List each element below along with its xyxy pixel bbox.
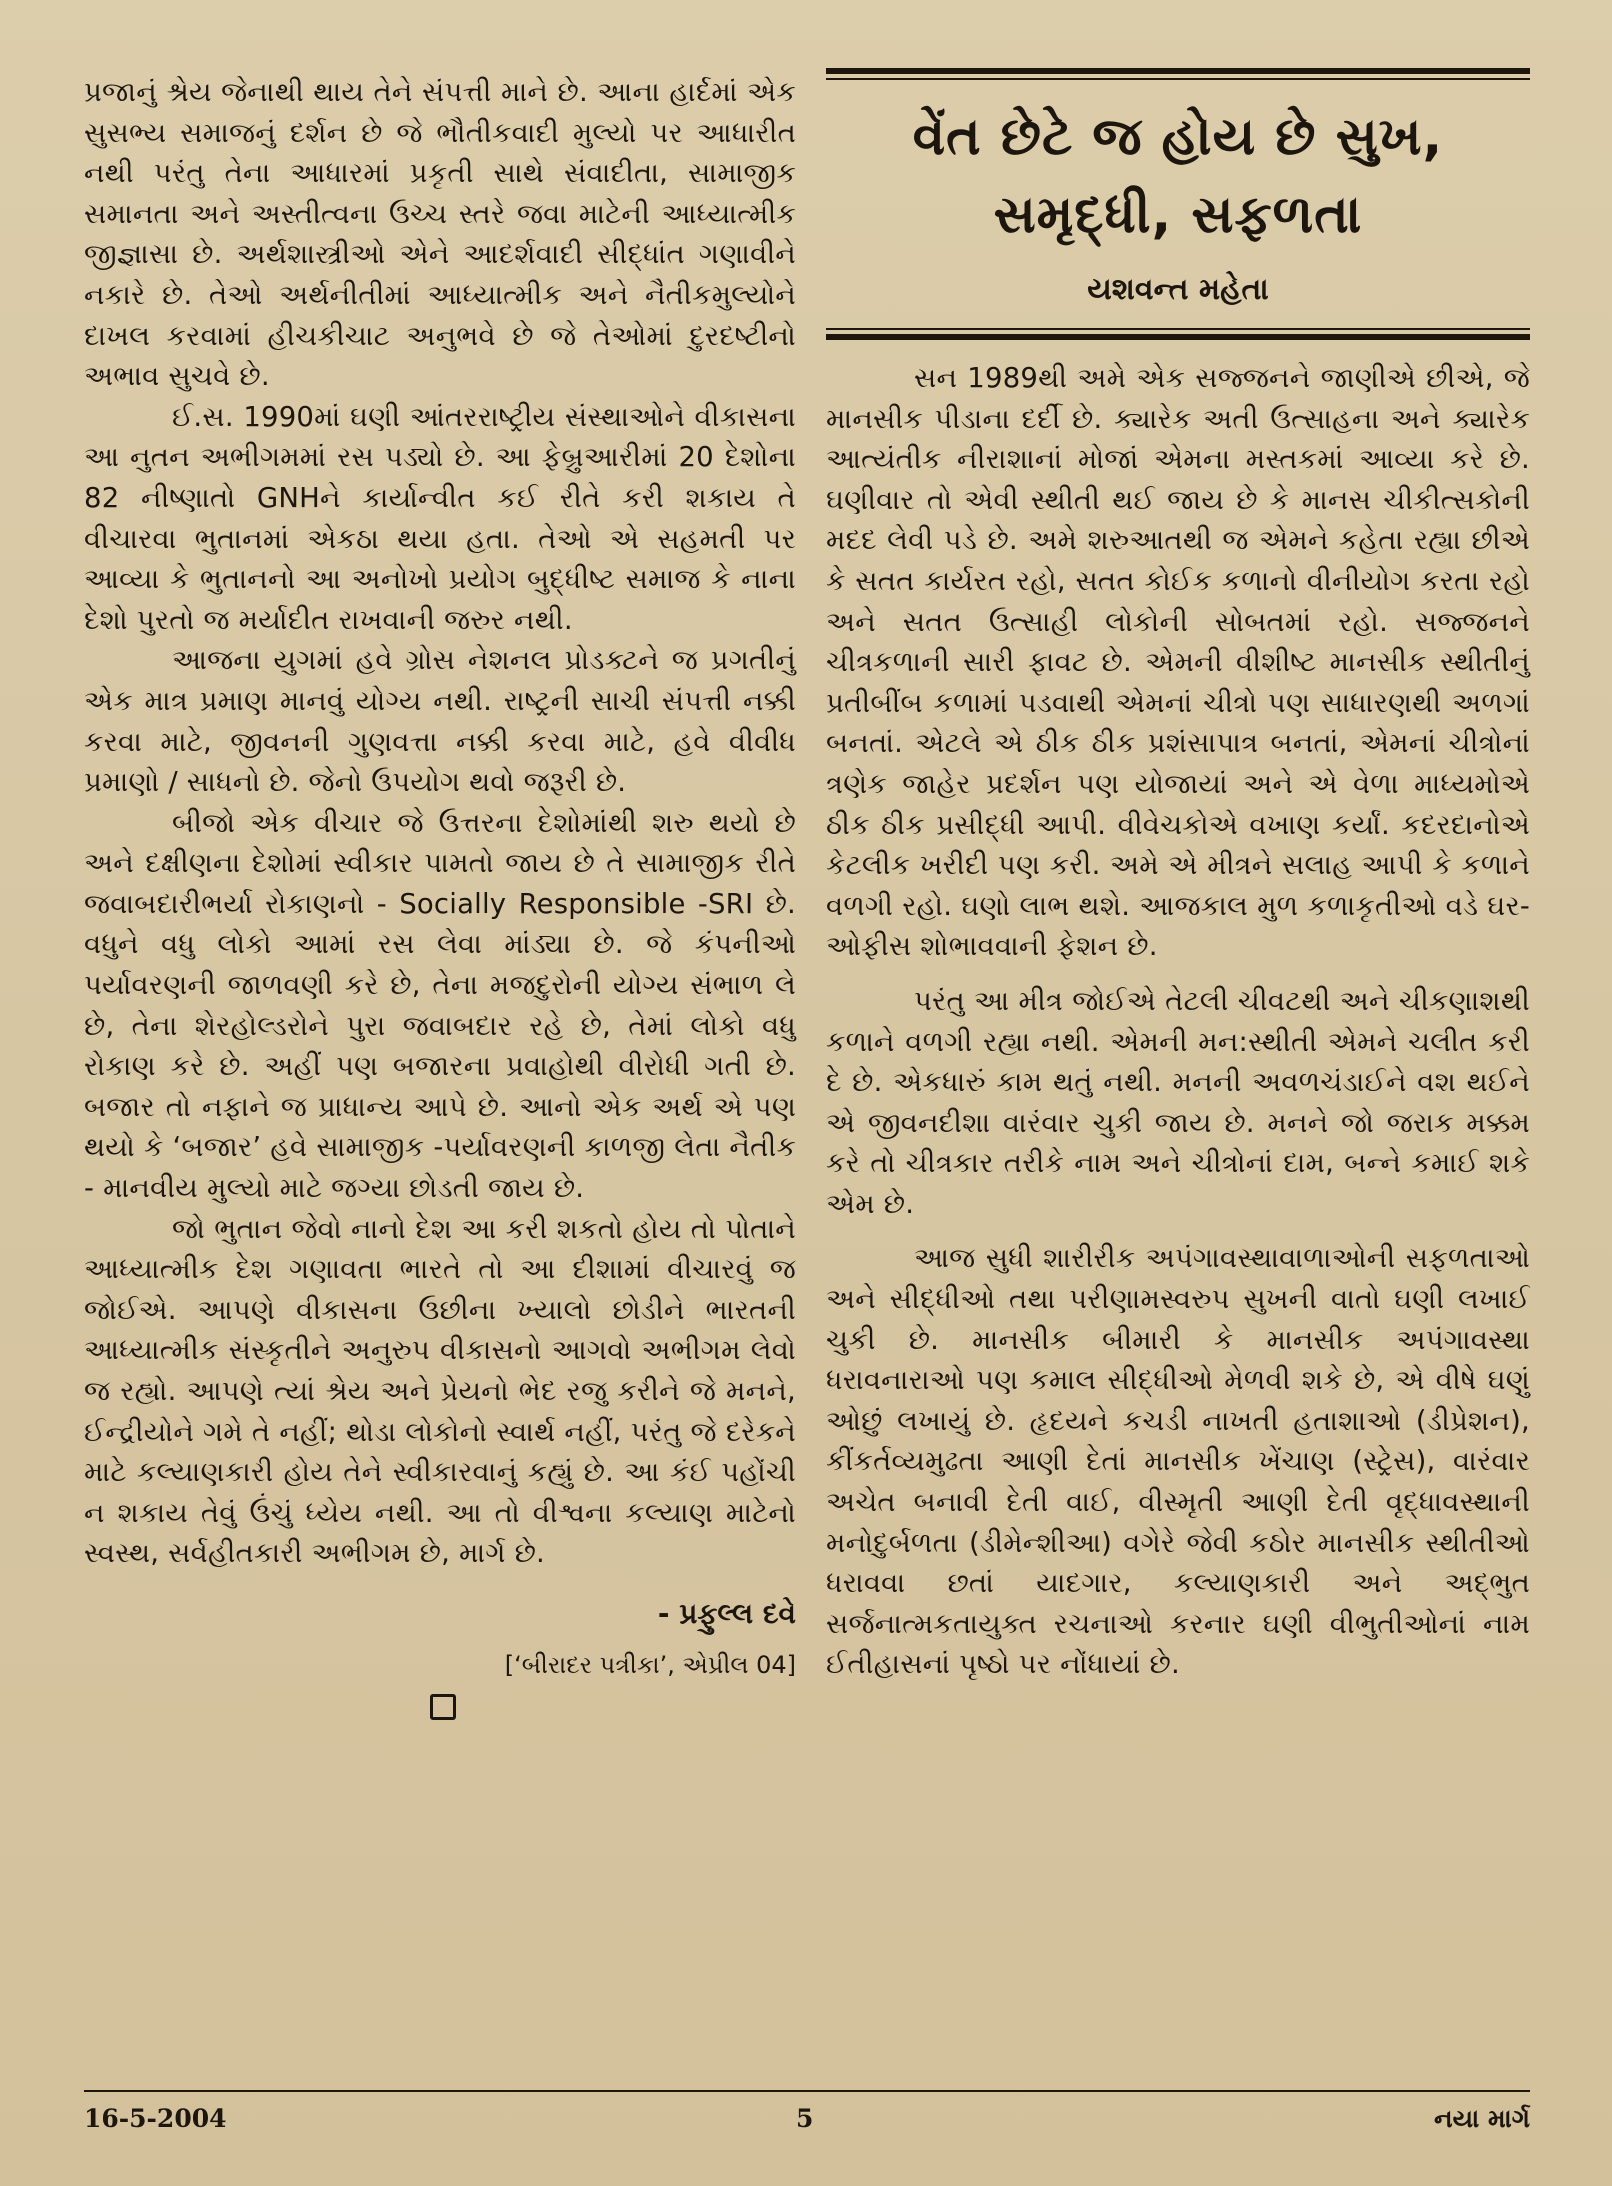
- paragraph-1: પ્રજાનું શ્રેય જેનાથી થાય તેને સંપત્તી માને છે. આના હાર્દમાં એક સુસભ્ય સમાજનું દર્શન છે જે ભૌતીકવાદી મુલ્યો પર આધારીત નથી પરંતુ તેના આધારમાં પ્રકૃતી સાથે સંવાદીતા, સામાજીક સમાનતા અને અસ્તીત્વના ઉચ્ચ સ્તરે જવા માટેની આધ્યાત્મીક જીજ્ઞાસા છે. અર્થશાસ્ત્રીઓ એને આદર્શવાદી સીદ્ધાંત ગણાવીને નકારે છે. તેઓ અર્થનીતીમાં આધ્યાત્મીક અને નૈતીકમુલ્યોને દાખલ કરવામાં હીચકીચાટ અનુભવે છે જે તેઓમાં દુરદષ્ટીનો અભાવ સુચવે છે.: [84, 76, 796, 393]
- article-title-line-1: વેંત છેટે જ હોય છે સુખ,: [912, 107, 1444, 167]
- paragraph-5: જો ભુતાન જેવો નાનો દેશ આ કરી શકતો હોય તો પોતાને આધ્યાત્મીક દેશ ગણાવતા ભારતે તો આ દીશામાં વીચારવું જ જોઈએ. આપણે વીકાસના ઉછીના ખ્યાલો છોડીને ભારતની આધ્યાત્મીક સંસ્કૃતીને અનુરુપ વીકાસનો આગવો અભીગમ લેવો જ રહ્યો. આપણે ત્યાં શ્રેય અને પ્રેયનો ભેદ રજુ કરીને જે મનને, ઈન્દ્રીયોને ગમે તે નહીં; થોડા લોકોનો સ્વાર્થ નહીં, પરંતુ જે દરેકને માટે કલ્યાણકારી હોય તેને સ્વીકારવાનું કહ્યું છે. આ કંઈ પહોંચી ન શકાય તેવું ઉંચું ધ્યેય નથી. આ તો વીશ્વના કલ્યાણ માટેનો સ્વસ્થ, સર્વહીતકારી અભીગમ છે, માર્ગ છે.: [84, 1212, 796, 1570]
- title-rule-top: [826, 68, 1530, 80]
- article-author: યશવન્ત મહેતા: [1087, 272, 1269, 307]
- right-column: [826, 68, 1530, 1685]
- page-footer: [84, 2104, 1530, 2144]
- end-mark-icon: [430, 1694, 456, 1720]
- paragraph-3: આજના યુગમાં હવે ગ્રોસ નેશનલ પ્રોડક્ટને જ પ્રગતીનું એક માત્ર પ્રમાણ માનવું યોગ્ય નથી. રાષ્ટ્રની સાચી સંપત્તી નક્કી કરવા માટે, જીવનની ગુણવત્તા નક્કી કરવા માટે, હવે વીવીધ પ્રમાણો / સાધનો છે. જેનો ઉપયોગ થવો જરૂરી છે.: [84, 644, 796, 799]
- page-number: 5: [796, 2104, 814, 2133]
- author-signature: - પ્રફુલ્લ દવે: [657, 1596, 796, 1630]
- paragraph-2: ઈ.સ. 1990માં ઘણી આંતરરાષ્ટ્રીય સંસ્થાઓને વીકાસના આ નુતન અભીગમમાં રસ પડ્યો છે. આ ફેબ્રુઆરીમાં 20 દેશોના 82 નીષ્ણાતો GNHને કાર્યાન્વીત કઈ રીતે કરી શકાય તે વીચારવા ભુતાનમાં એકઠા થયા હતા. તેઓ એ સહમતી પર આવ્યા કે ભુતાનનો આ અનોખો પ્રયોગ બુદ્ધીષ્ટ સમાજ કે નાના દેશો પુરતો જ મર્યાદીત રાખવાની જરુર નથી.: [84, 400, 796, 636]
- article-paragraph-1: સન 1989થી અમે એક સજ્જનને જાણીએ છીએ, જે માનસીક પીડાના દર્દી છે. ક્યારેક અતી ઉત્સાહના અને ક્યારેક આત્યંતીક નીરાશાનાં મોજાં એમના મસ્તકમાં આવ્યા કરે છે. ઘણીવાર તો એવી સ્થીતી થઈ જાય છે કે માનસ ચીકીત્સકોની મદદ લેવી પડે છે. અમે શરુઆતથી જ એમને કહેતા રહ્યા છીએ કે સતત કાર્યરત રહો, સતત કોઈક કળાનો વીનીયોગ કરતા રહો અને સતત ઉત્સાહી લોકોની સોબતમાં રહો. સજ્જનને ચીત્રકળાની સારી ફાવટ છે. એમની વીશીષ્ટ માનસીક સ્થીતીનું પ્રતીબીંબ કળામાં પડવાથી એમનાં ચીત્રો પણ સાધારણથી અળગાં બનતાં. એટલે એ ઠીક ઠીક પ્રશંસાપાત્ર બનતાં, એમનાં ચીત્રોનાં ત્રણેક જાહેર પ્રદર્શન પણ યોજાયાં અને એ વેળા માધ્યમોએ ઠીક ઠીક પ્રસીદ્ધી આપી. વીવેચકોએ વખાણ કર્યાં. કદરદાનોએ કેટલીક ખરીદી પણ કરી. અમે એ મીત્રને સલાહ આપી કે કળાને વળગી રહો. ઘણો લાભ થશે. આજકાલ મુળ કળાકૃતીઓ વડે ઘર-ઓફીસ શોભાવવાની ફેશન છે.: [826, 362, 1530, 963]
- article-paragraph-3: આજ સુધી શારીરીક અપંગાવસ્થાવાળાઓની સફળતાઓ અને સીદ્ધીઓ તથા પરીણામસ્વરુપ સુખની વાતો ઘણી લખાઈ ચુકી છે. માનસીક બીમારી કે માનસીક અપંગાવસ્થા ધરાવનારાઓ પણ કમાલ સીદ્ધીઓ મેળવી શકે છે, એ વીષે ઘણું ઓછું લખાયું છે. હૃદયને કચડી નાખતી હતાશાઓ (ડીપ્રેશન), કીંકર્તવ્યમુઢતા આણી દેતાં માનસીક ખેંચાણ (સ્ટ્રેસ), વારંવાર અચેત બનાવી દેતી વાઈ, વીસ્મૃતી આણી દેતી વૃદ્ધાવસ્થાની મનોદુર્બળતા (ડીમેન્શીઆ) વગેરે જેવી કઠોર માનસીક સ્થીતીઓ ધરાવવા છતાં યાદગાર, કલ્યાણકારી અને અદ્ભુત સર્જનાત્મકતાયુક્ત રચનાઓ કરનાર ઘણી વીભુતીઓનાં નામ ઈતીહાસનાં પૃષ્ઠો પર નોંધાયાં છે.: [826, 1242, 1530, 1681]
- left-column: [84, 72, 796, 1720]
- article-title-line-2: સમૃદ્ધી, સફળતા: [993, 185, 1363, 245]
- article-title: [826, 98, 1530, 254]
- magazine-name: નયા માર્ગ: [1434, 2104, 1530, 2133]
- footer-date: 16-5-2004: [84, 2104, 227, 2133]
- title-rule-bottom: [826, 328, 1530, 340]
- source-citation: [‘બીરાદર પત્રીકા’, એપ્રીલ 04]: [504, 1650, 796, 1679]
- article-paragraph-2: પરંતુ આ મીત્ર જોઈએ તેટલી ચીવટથી અને ચીકણાશથી કળાને વળગી રહ્યા નથી. એમની મન:સ્થીતી એમને ચલીત કરી દે છે. એકધારું કામ થતું નથી. મનની અવળચંડાઈને વશ થઈને એ જીવનદીશા વારંવાર ચુકી જાય છે. મનને જો જરાક મક્કમ કરે તો ચીત્રકાર તરીકે નામ અને ચીત્રોનાં દામ, બન્ને કમાઈ શકે એમ છે.: [826, 984, 1530, 1220]
- paragraph-4: બીજો એક વીચાર જે ઉત્તરના દેશોમાંથી શરુ થયો છે અને દક્ષીણના દેશોમાં સ્વીકાર પામતો જાય છે તે સામાજીક રીતે જવાબદારીભર્યા રોકાણનો - Socially Responsible -SRI છે. વધુને વધુ લોકો આમાં રસ લેવા માંડ્યા છે. જે કંપનીઓ પર્યાવરણની જાળવણી કરે છે, તેના મજદુરોની યોગ્ય સંભાળ લે છે, તેના શેરહોલ્ડરોને પુરા જવાબદાર રહે છે, તેમાં લોકો વધુ રોકાણ કરે છે. અહીં પણ બજારના પ્રવાહોથી વીરોધી ગતી છે. બજાર તો નફાને જ પ્રાધાન્ય આપે છે. આનો એક અર્થ એ પણ થયો કે ‘બજાર’ હવે સામાજીક -પર્યાવરણની કાળજી લેતા નૈતીક - માનવીય મુલ્યો માટે જગ્યા છોડતી જાય છે.: [84, 806, 796, 1205]
- footer-divider: [84, 2090, 1530, 2092]
